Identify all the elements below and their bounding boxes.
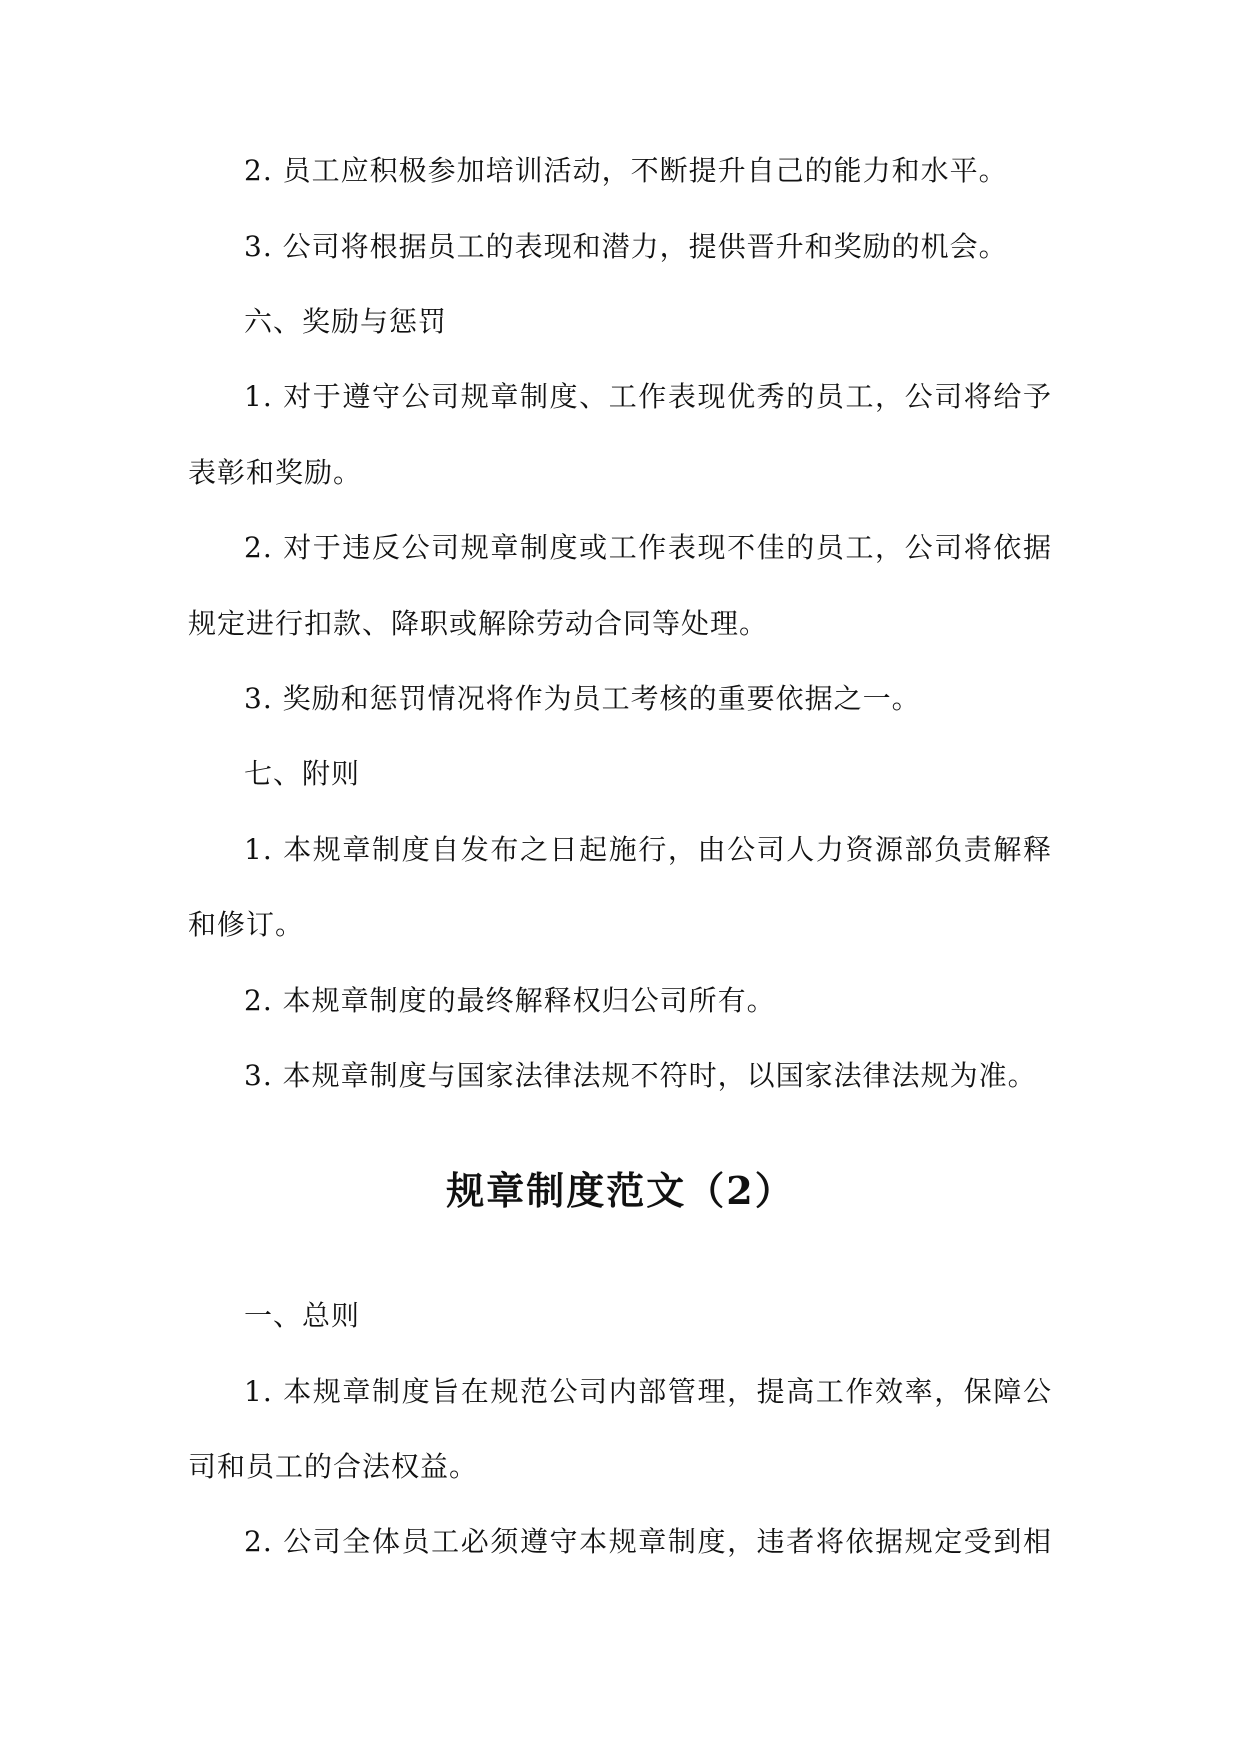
paragraph-line: 2. 对于违反公司规章制度或工作表现不佳的员工，公司将依据 [244, 531, 1052, 564]
paragraph-line: 和修订。 [188, 908, 305, 941]
paragraph-line: 3. 奖励和惩罚情况将作为员工考核的重要依据之一。 [244, 682, 921, 715]
paragraph-line: 3. 公司将根据员工的表现和潜力，提供晋升和奖励的机会。 [244, 230, 1008, 263]
section-heading: 一、总则 [244, 1299, 361, 1332]
paragraph-line: 3. 本规章制度与国家法律法规不符时，以国家法律法规为准。 [244, 1059, 1037, 1092]
paragraph-line: 司和员工的合法权益。 [188, 1450, 479, 1483]
section-heading: 七、附则 [244, 757, 361, 790]
paragraph-line: 2. 公司全体员工必须遵守本规章制度，违者将依据规定受到相 [244, 1525, 1052, 1558]
paragraph-line: 规定进行扣款、降职或解除劳动合同等处理。 [188, 607, 769, 640]
paragraph-line: 表彰和奖励。 [188, 456, 363, 489]
paragraph-line: 1. 对于遵守公司规章制度、工作表现优秀的员工，公司将给予 [244, 380, 1052, 413]
paragraph-line: 1. 本规章制度旨在规范公司内部管理，提高工作效率，保障公 [244, 1375, 1052, 1408]
paragraph-line: 2. 员工应积极参加培训活动，不断提升自己的能力和水平。 [244, 154, 1008, 187]
document-title: 规章制度范文（2） [446, 1168, 795, 1213]
section-heading: 六、奖励与惩罚 [244, 305, 448, 338]
paragraph-line: 1. 本规章制度自发布之日起施行，由公司人力资源部负责解释 [244, 833, 1052, 866]
paragraph-line: 2. 本规章制度的最终解释权归公司所有。 [244, 984, 776, 1017]
